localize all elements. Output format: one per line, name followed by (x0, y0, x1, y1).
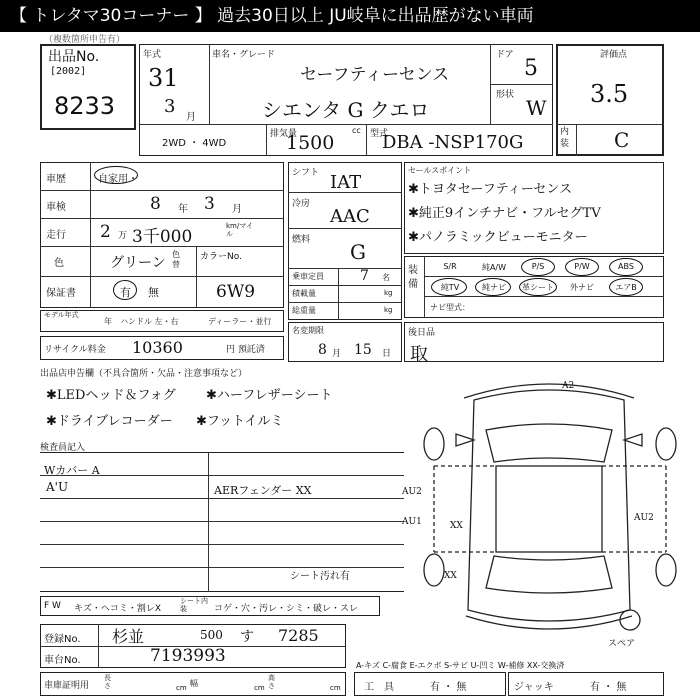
inspection-label: 車検 (46, 202, 66, 213)
insp-year-unit: 年 (178, 204, 188, 215)
score-value: 3.5 (590, 80, 629, 108)
inspector-note-2: A'U (46, 480, 69, 494)
mark-rear-fender: XX (444, 571, 457, 581)
cert-height: 高さ (268, 674, 275, 690)
cert-label: 車庫証明用 (44, 681, 90, 691)
fuel-label: 燃料 (292, 235, 311, 245)
mark-door: XX (450, 521, 463, 531)
model-label: 車名・グレード (212, 50, 276, 60)
capacity-value: 7 (360, 268, 369, 284)
name-change-month-unit: 月 (332, 349, 342, 359)
warranty-yes: 有 (120, 286, 131, 299)
cert-cm-3: cm (330, 684, 341, 692)
registration-area: 杉並 (112, 627, 145, 646)
fw-label: F W (44, 601, 61, 611)
warranty-no: 無 (148, 286, 159, 299)
eq-ext-navi: 外ナビ (570, 283, 594, 292)
cert-cm-1: cm (176, 684, 187, 692)
chassis-value: 7193993 (150, 646, 226, 666)
registration-number: 7285 (278, 626, 319, 645)
doors-label: ドア (496, 50, 514, 60)
displacement-label: 排気量 (270, 129, 298, 139)
inspector-label: 検査員記入 (40, 443, 86, 453)
model-value: シエンタ G クエロ (262, 98, 430, 122)
eq-airbag: エアB (615, 283, 637, 292)
weight-label: 総重量 (292, 306, 316, 315)
color-value: グリーン (110, 255, 166, 271)
jack-value: 有 ・ 無 (590, 682, 627, 693)
insp-month: 3 (204, 194, 215, 214)
legend-text: A-キズ C-腐食 E-エクボ S-サビ U-凹ミ W-補修 XX-交換済 (356, 661, 565, 670)
seller-item-4: ✱フットイルミ (196, 414, 284, 429)
docs-box (404, 322, 664, 362)
eq-pw-circle (565, 258, 599, 276)
year-unit: 年 (104, 317, 112, 326)
fuel-value: G (350, 240, 366, 264)
fw-terms: キズ・ヘコミ・割レX (74, 604, 161, 614)
banner-title: 【 トレタマ30コーナー 】 過去30日以上 JU岐阜に出品歴がない車両 (0, 0, 700, 32)
lot-number: 8233 (54, 92, 116, 120)
top-strip-text: （複数箇所申告有） (44, 35, 126, 45)
jack-label: ジャッキ (514, 682, 554, 693)
year-label: 年式 (143, 50, 162, 60)
registration-kana: す (240, 629, 254, 645)
shift-label: シフト (292, 168, 320, 178)
mileage-label: 走行 (46, 230, 66, 241)
sales-label: セールスポイント (408, 166, 472, 175)
name-change-label: 名変期限 (292, 326, 324, 335)
eq-sr: S/R (443, 262, 457, 271)
spare-label: スペア (608, 639, 636, 649)
mark-left-front: AU2 (402, 487, 422, 497)
color-change-label: 色替 (172, 250, 180, 269)
recycle-value: 10360 (132, 338, 183, 357)
eq-airbag-circle (609, 278, 643, 296)
seller-item-3: ✱ドライブレコーダー (46, 414, 173, 429)
insp-month-unit: 月 (232, 204, 242, 215)
lot-label: 出品No. (48, 49, 100, 65)
doors-value: 5 (524, 56, 538, 81)
mark-left-rear: AU1 (402, 517, 422, 527)
eq-tv: 純TV (440, 283, 460, 292)
load-unit: kg (384, 289, 393, 297)
month-unit: 月 (186, 112, 196, 123)
tools-value: 有 ・ 無 (430, 682, 467, 693)
dealer-label: ディーラー・並行 (208, 317, 272, 326)
warranty-label: 保証書 (46, 288, 76, 299)
history-circle (94, 166, 138, 184)
mileage-rest: 3千000 (132, 227, 193, 247)
inspector-note-3: AERフェンダー XX (214, 484, 312, 497)
weight-unit: kg (384, 306, 393, 314)
eq-navi: 純ナビ (482, 283, 506, 292)
eq-alloy: 純A/W (481, 263, 507, 272)
name-change-month: 8 (318, 342, 327, 358)
equipment-label: 装備 (408, 265, 418, 290)
year-value: 31 (148, 64, 179, 92)
recycle-unit: 円 預託済 (226, 345, 265, 355)
displacement-value: 1500 (286, 132, 335, 154)
score-label: 評価点 (600, 50, 628, 60)
color-no-value: 6W9 (216, 282, 256, 302)
chassis-label: 車台No. (44, 655, 81, 666)
sales-point-2: ✱純正9インチナビ・フルセグTV (408, 206, 601, 221)
seller-item-1: ✱LEDヘッド＆フォグ (46, 388, 176, 403)
mileage-man-unit: 万 (118, 231, 128, 241)
inspector-note-1: Wカバー A (44, 464, 100, 477)
interior-value: C (614, 128, 630, 152)
grade-value: セーフティーセンス (300, 65, 450, 85)
registration-class: 500 (200, 628, 223, 642)
mileage-man: 2 (100, 222, 111, 242)
mark-hood: A2 (562, 381, 575, 391)
capacity-unit: 名 (382, 273, 390, 282)
type-value: DBA -NSP170G (382, 132, 524, 153)
ac-value: AAC (330, 206, 370, 227)
month-value: 3 (164, 96, 176, 117)
recycle-label: リサイクル料金 (44, 345, 106, 355)
sales-point-3: ✱パノラミックビューモニター (408, 230, 588, 245)
eq-ps: P/S (531, 262, 545, 271)
cc-label: cc (352, 126, 361, 135)
cert-cm-2: cm (254, 684, 265, 692)
name-change-day: 15 (354, 342, 372, 358)
model-year-label: モデル年式 (44, 311, 79, 319)
docs-label: 後日品 (408, 328, 436, 338)
shape-label: 形状 (496, 90, 515, 100)
handle-label: ハンドル 左・右 (120, 317, 179, 326)
seller-item-2: ✱ハーフレザーシート (206, 388, 333, 403)
load-label: 積載量 (292, 289, 316, 298)
insp-year: 8 (150, 194, 161, 214)
cert-width: 幅 (190, 679, 198, 688)
shape-value: W (526, 96, 547, 120)
floor-note: シート汚れ有 (290, 571, 350, 582)
tools-label: 工 具 (364, 682, 394, 693)
mark-right-rear: AU2 (634, 513, 654, 523)
eq-leather-circle (519, 278, 557, 296)
history-value: 自家用・ (98, 174, 138, 185)
drive-label: 2WD ・ 4WD (162, 138, 227, 149)
fw-seat-label: シート内装 (180, 597, 208, 613)
eq-navi-circle (475, 278, 511, 296)
color-label: 色 (54, 258, 64, 269)
mileage-unit: km/マイル (226, 222, 254, 238)
color-no-label: カラーNo. (200, 252, 242, 262)
eq-abs-circle (609, 258, 643, 276)
capacity-label: 乗車定員 (292, 272, 324, 281)
shift-value: IAT (330, 172, 362, 193)
sales-point-1: ✱トヨタセーフティーセンス (408, 182, 573, 197)
lot-code: [2002] (50, 66, 87, 77)
eq-abs: ABS (618, 262, 634, 271)
interior-label: 内装 (560, 127, 570, 149)
warranty-circle (113, 280, 137, 300)
cert-long: 長さ (104, 674, 111, 690)
eq-pw: P/W (574, 262, 590, 271)
name-change-day-unit: 日 (382, 349, 392, 359)
car-diagram (404, 370, 694, 660)
navi-type-label: ナビ型式： (430, 303, 470, 312)
eq-tv-circle (431, 278, 467, 296)
fw-terms2: コゲ・穴・汚レ・シミ・破レ・スレ (214, 604, 359, 614)
eq-leather: 革シート (522, 283, 554, 292)
eq-ps-circle (521, 258, 555, 276)
history-label: 車歴 (46, 174, 66, 185)
type-label: 型式 (370, 129, 389, 139)
registration-label: 登録No. (44, 634, 81, 645)
seller-notes-label: 出品店申告欄（不具合箇所・欠品・注意事項など） (40, 369, 248, 379)
docs-value: 取 (410, 344, 428, 365)
ac-label: 冷房 (292, 199, 311, 209)
